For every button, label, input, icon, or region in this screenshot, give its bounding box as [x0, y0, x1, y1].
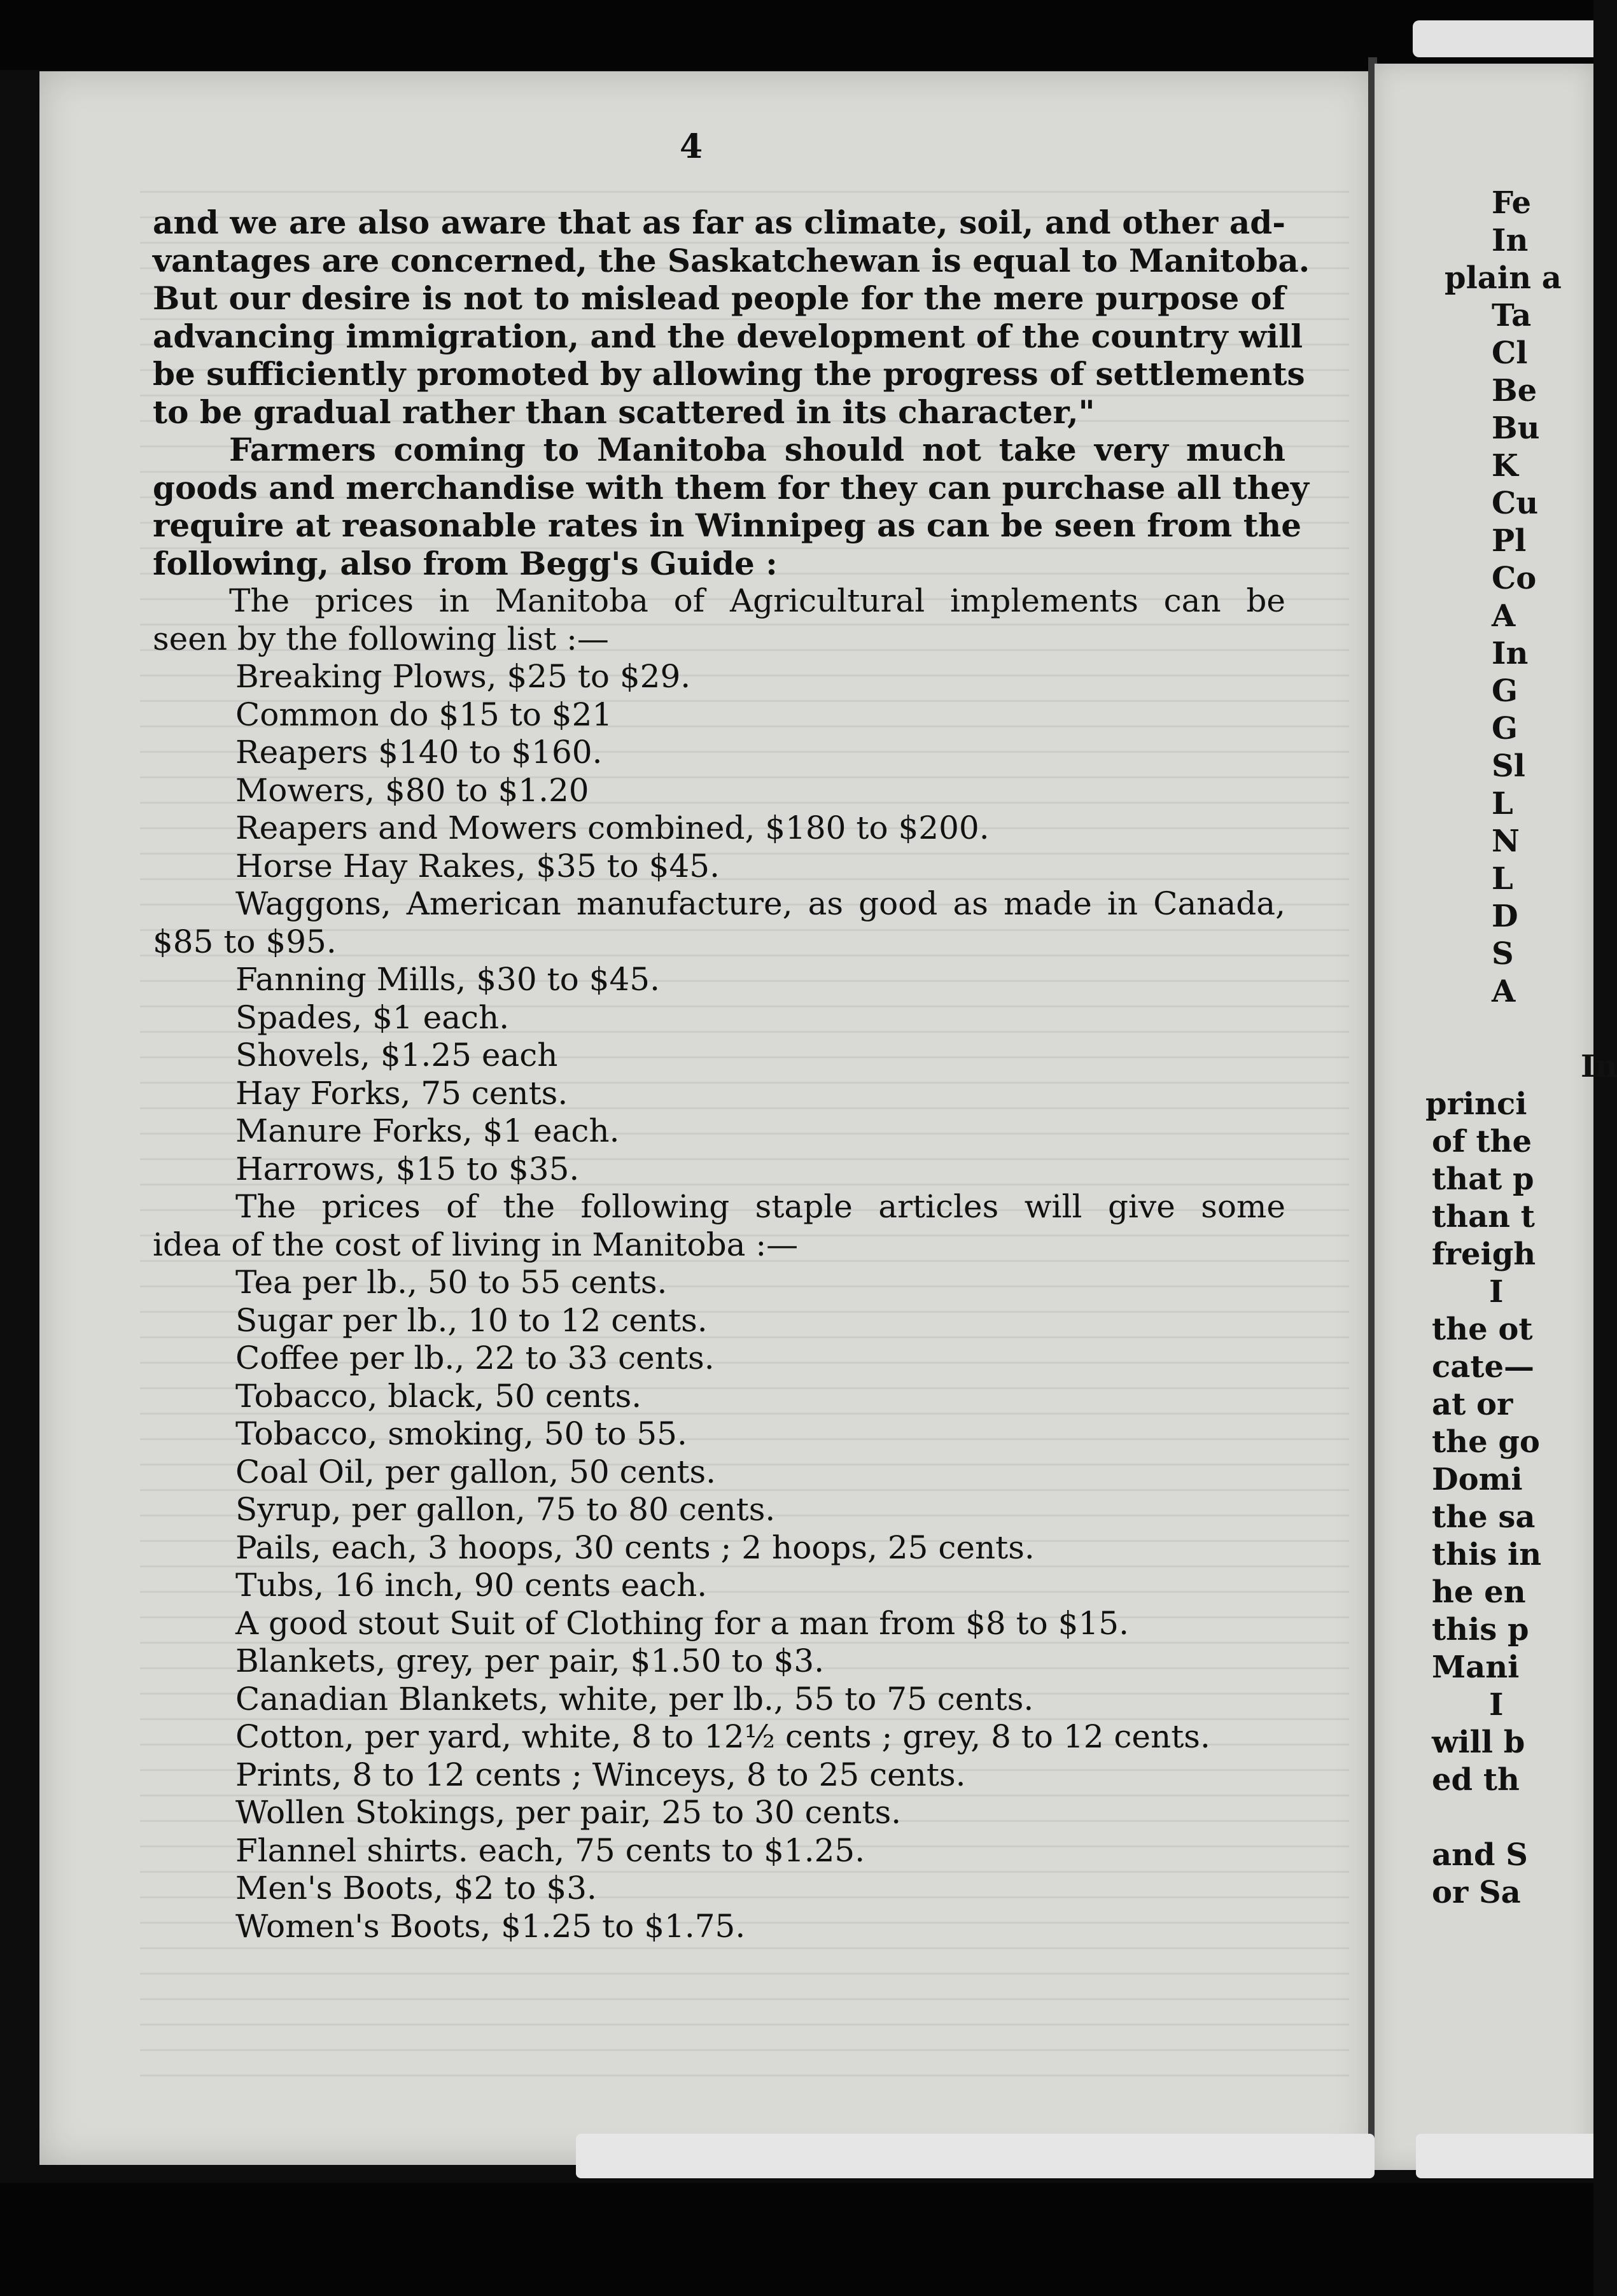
implement-item: Mowers, $80 to $1.20 — [235, 771, 589, 809]
implement-item: Fanning Mills, $30 to $45. — [235, 961, 660, 998]
implement-item: Harrows, $15 to $35. — [235, 1150, 580, 1187]
fragment-line: Fe — [1492, 185, 1531, 221]
paragraph-line: seen by the following list :— — [153, 620, 609, 657]
fragment-line: Mani — [1432, 1649, 1520, 1685]
staple-item: Blankets, grey, per pair, $1.50 to $3. — [235, 1642, 825, 1679]
implement-item: $85 to $95. — [153, 923, 337, 960]
fragment-line: Be — [1492, 373, 1537, 409]
staple-item: Men's Boots, $2 to $3. — [235, 1870, 597, 1907]
fragment-line: this in — [1432, 1537, 1542, 1572]
fragment-line: L — [1492, 861, 1513, 897]
fragment-line: D — [1492, 899, 1518, 934]
implement-item: Reapers and Mowers combined, $180 to $200. — [235, 809, 990, 846]
fragment-line: I — [1489, 1687, 1504, 1723]
fragment-line: In — [1492, 636, 1529, 671]
fragment-line: A — [1492, 974, 1516, 1009]
fragment-line: this p — [1432, 1612, 1529, 1648]
fragment-line: ed th — [1432, 1762, 1520, 1798]
paragraph-line: vantages are concerned, the Saskatchewan is equal to Manitoba. — [153, 241, 1310, 279]
staple-item: Flannel shirts. each, 75 cents to $1.25. — [235, 1831, 865, 1869]
paragraph-line: require at reasonable rates in Winnipeg as can be seen from the — [153, 507, 1302, 544]
staple-item: Tobacco, smoking, 50 to 55. — [235, 1415, 687, 1452]
fragment-line: than t — [1432, 1199, 1535, 1235]
fragment-line: Pl — [1492, 523, 1527, 559]
fragment-line: N — [1492, 823, 1520, 859]
fragment-line: or Sa — [1432, 1875, 1521, 1910]
scan-tab-top-right — [1413, 20, 1593, 57]
implement-item: Manure Forks, $1 each. — [235, 1112, 620, 1149]
fragment-line: L — [1492, 786, 1513, 822]
implement-item: Reapers $140 to $160. — [235, 734, 603, 771]
staple-item: Tobacco, black, 50 cents. — [235, 1377, 642, 1415]
fragment-line: Cu — [1492, 486, 1539, 521]
facing-page-text — [1425, 185, 1617, 1912]
fragment-line: Cl — [1492, 335, 1528, 371]
implement-item: Shovels, $1.25 each — [235, 1037, 558, 1074]
staple-item: Tubs, 16 inch, 90 cents each. — [235, 1567, 708, 1604]
staple-item: A good stout Suit of Clothing for a man from $8 to $15. — [235, 1604, 1130, 1642]
fragment-line: S — [1492, 936, 1514, 972]
fragment-line: Co — [1492, 561, 1537, 596]
paragraph-line: to be gradual rather than scattered in its character," — [153, 393, 1095, 431]
paragraph-line: But our desire is not to mislead people for the mere purpose of — [153, 279, 1285, 317]
implement-item: Breaking Plows, $25 to $29. — [235, 658, 691, 695]
paragraph-line: and we are also aware that as far as climate, soil, and other ad- — [153, 204, 1285, 241]
fragment-line: Bu — [1492, 410, 1540, 446]
fragment-line: freigh — [1432, 1236, 1536, 1272]
fragment-line: K — [1492, 448, 1518, 484]
staple-item: Coal Oil, per gallon, 50 cents. — [235, 1453, 717, 1490]
fragment-line: A — [1492, 598, 1516, 634]
page-body-text — [153, 204, 1310, 1945]
implement-item: Horse Hay Rakes, $35 to $45. — [235, 847, 720, 885]
fragment-line — [1476, 1011, 1617, 1048]
fragment-line — [1476, 1799, 1617, 1837]
fragment-line: cate— — [1432, 1349, 1535, 1385]
fragment-line: that p — [1432, 1161, 1534, 1197]
fragment-line: the sa — [1432, 1499, 1536, 1535]
scan-border-top — [0, 0, 1593, 70]
fragment-line: plain a — [1445, 260, 1562, 296]
staple-item: Cotton, per yard, white, 8 to 12½ cents ; grey, 8 to 12 cents. — [235, 1718, 1210, 1755]
paragraph-line: The prices in Manitoba of Agricultural implements can be — [229, 582, 1285, 619]
fragment-line: princi — [1425, 1086, 1527, 1122]
fragment-line: In — [1581, 1049, 1617, 1084]
fragment-line: G — [1492, 673, 1518, 709]
implement-item: Waggons, American manufacture, as good as made in Canada, — [235, 885, 1285, 922]
fragment-line: he en — [1432, 1574, 1526, 1610]
scan-tab-bottom-left — [576, 2134, 1375, 2178]
fragment-line: G — [1492, 711, 1518, 746]
staple-item: Tea per lb., 50 to 55 cents. — [235, 1264, 668, 1301]
scan-tab-bottom-right — [1416, 2134, 1593, 2178]
staple-item: Syrup, per gallon, 75 to 80 cents. — [235, 1491, 776, 1528]
paragraph-line: be sufficiently promoted by allowing the progress of settlements — [153, 355, 1305, 393]
paragraph-line: Farmers coming to Manitoba should not take very much — [229, 431, 1285, 468]
staple-item: Women's Boots, $1.25 to $1.75. — [235, 1907, 746, 1945]
fragment-line: at or — [1432, 1387, 1513, 1422]
implement-item: Spades, $1 each. — [235, 998, 510, 1036]
staple-item: Coffee per lb., 22 to 33 cents. — [235, 1340, 715, 1376]
staple-item: Wollen Stokings, per pair, 25 to 30 cents. — [235, 1794, 902, 1831]
fragment-line: I — [1489, 1274, 1504, 1310]
staple-item: Canadian Blankets, white, per lb., 55 to 75 cents. — [235, 1680, 1034, 1718]
fragment-line: the go — [1432, 1424, 1540, 1460]
fragment-line: Ta — [1492, 298, 1532, 333]
fragment-line: of the — [1432, 1124, 1532, 1159]
staple-intro-line: idea of the cost of living in Manitoba :— — [153, 1226, 799, 1263]
staple-intro-line: The prices of the following staple articles will give some — [235, 1188, 1285, 1225]
implement-item: Hay Forks, 75 cents. — [235, 1074, 568, 1112]
paragraph-line: following, also from Begg's Guide : — [153, 544, 778, 582]
fragment-line: will b — [1432, 1725, 1525, 1760]
fragment-line: Domi — [1432, 1462, 1523, 1497]
staple-item: Pails, each, 3 hoops, 30 cents ; 2 hoops, 25 cents. — [235, 1529, 1035, 1566]
staple-item: Sugar per lb., 10 to 12 cents. — [235, 1301, 708, 1339]
paragraph-line: goods and merchandise with them for they can purchase all they — [153, 468, 1309, 507]
paragraph-line: advancing immigration, and the development of the country will — [153, 317, 1303, 355]
scan-border-bottom — [0, 2183, 1593, 2296]
page-number: 4 — [680, 127, 703, 166]
fragment-line: In — [1492, 223, 1529, 258]
implement-item: Common do $15 to $21 — [235, 696, 613, 733]
fragment-line: Sl — [1492, 748, 1525, 784]
fragment-line: and S — [1432, 1837, 1528, 1873]
fragment-line: the ot — [1432, 1312, 1533, 1347]
staple-item: Prints, 8 to 12 cents ; Winceys, 8 to 25 cents. — [235, 1756, 966, 1793]
